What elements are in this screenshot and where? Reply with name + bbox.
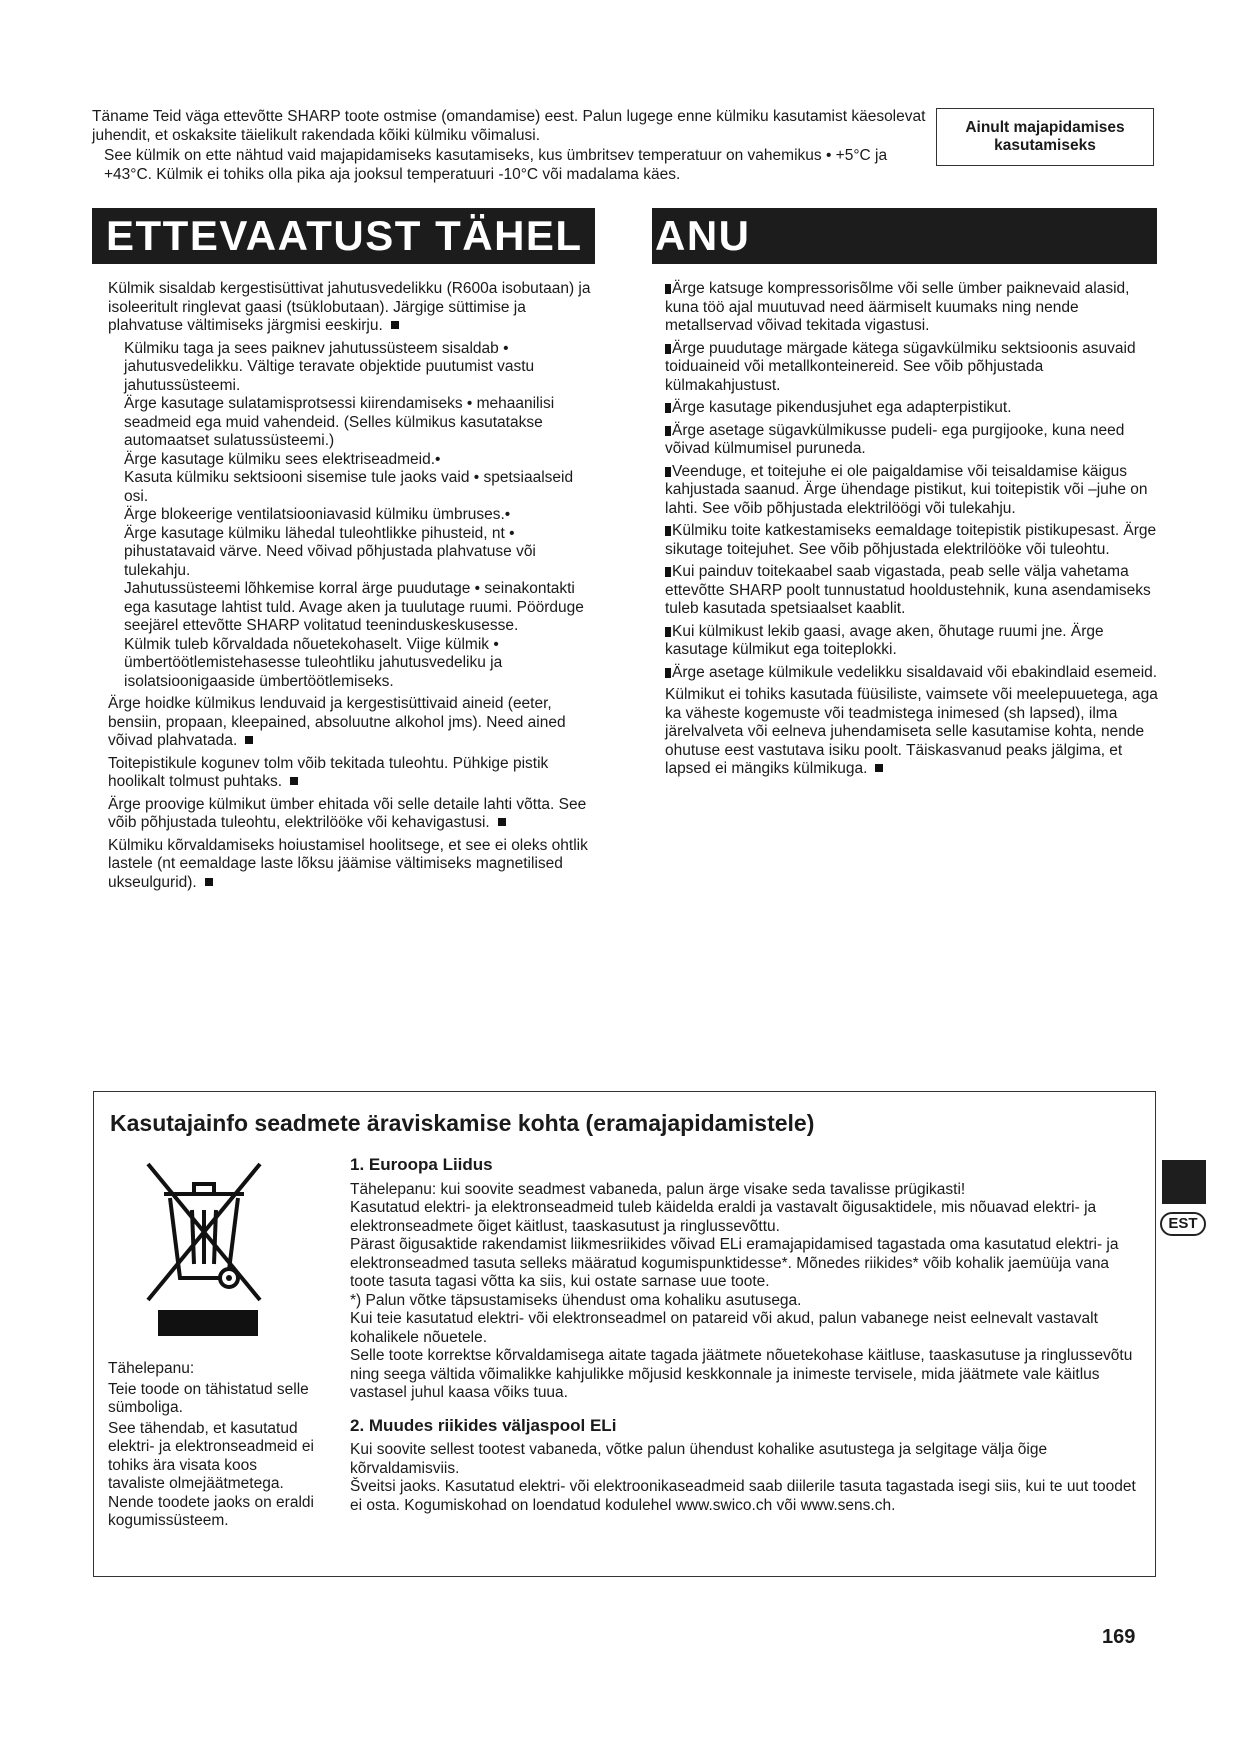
eu-heading: 1. Euroopa Liidus [350,1155,493,1174]
left-para-1: Külmik sisaldab kergestisüttivat jahutusvedelikku (R600a isobutaan) ja isoleeritult ringlevat gaasi (tsüklobutaan). Järgige süttimise ja plahvatuse vältimiseks järgmisi eeskirju. [108,280,591,334]
left-sub-8: Külmik tuleb kõrvaldada nõuetekohaselt. Viige külmik • ümbertöötlemistehasesse tuleohtliku jahutusvedeliku ja isolatsioonigaaside ümbertöötlemiseks. [124,635,503,690]
left-column [108,280,598,896]
eu-para-3: Pärast õigusaktide rakendamist liikmesriikides võivad ELi eramajapidamised tagastada oma kasutatud elektri- ja elektronseadmed tasuta selleks määratud kogumispunktidesse*. Mõnedes riikides* võib kohalik jaemüüja vana toote tasuta tagasi võtta ka siis, kui ostate sarnase uue toote. [350,1236,1119,1290]
eu-para-6: Selle toote korrektse kõrvaldamisega aitate tagada jäätmete nõuetekohase käitluse, taaskasutuse ja ringlussevõtu ning seega vältida võimalikke kahjulikke mõjusid keskkonnale ja inimeste tervisele, mida jäätmete vale käitlus vastasel juhul kaasa võiks tuua. [350,1347,1133,1401]
household-use-badge [936,108,1154,166]
bullet-square-icon [665,567,671,577]
right-para-2: Ärge puudutage märgade kätega sügavkülmiku sektsioonis asuvaid toiduaineid või metallkonteinereid. See võib põhjustada külmakahjustust. [665,339,1136,394]
eu-para-1: Tähelepanu: kui soovite seadmest vabaneda, palun ärge visake seda tavalisse prügikasti! [350,1180,966,1198]
intro-line-2: See külmik on ette nähtud vaid majapidamiseks kasutamiseks, kus ümbritsev temperatuur on vahemikus • +5°C ja +43°C. Külmik ei tohiks olla pika aja jooksul temperatuuri -10°C või madalama käes. [104,147,888,183]
note-heading: Tähelepanu: [108,1360,195,1377]
bullet-square-icon [665,467,671,477]
bullet-square-icon [665,284,671,294]
eu-para-4: *) Palun võtke täpsustamiseks ühendust oma kohaliku asutusega. [350,1291,802,1309]
right-para-6: Külmiku toite katkestamiseks eemaldage toitepistik pistikupesast. Ärge sikutage toitejuhet. See võib põhjustada elektrilööke või tuleohtu. [665,522,1157,558]
right-para-1: Ärge katsuge kompressorisõlme või selle ümber paiknevaid alasid, kuna töö ajal muutuvad need äärmiselt kuumaks ning nende metallservad võivad tekitada vigastusi. [665,280,1130,334]
note-line-1: Teie toode on tähistatud selle sümboliga. [108,1380,309,1416]
left-sub-7: Jahutussüsteemi lõhkemise korral ärge puudutage • seinakontakti ega kasutage lahtist tuld. Avage aken ja tuulutage ruumi. Pöörduge seejärel ettevõtte SHARP volitatud teeninduskeskusesse. [124,580,584,634]
crossed-bin-icon [142,1160,266,1306]
weee-bar [158,1310,258,1336]
bullet-square-icon [665,344,671,354]
eu-para-2: Kasutatud elektri- ja elektronseadmeid tuleb käidelda eraldi ja vastavalt õigusaktidele, mis nõuavad elektri- ja elektronseadmete õiget käitlust, taaskasutust ja ringlussevõttu. [350,1199,1097,1235]
language-tab-block [1162,1160,1206,1204]
bullet-square-icon [391,321,399,329]
bullet-square-icon [665,426,671,436]
eu-para-5: Kui teie kasutatud elektri- või elektronseadmel on patareid või akud, palun vabanege neist eelnevalt vastavalt kohalikele nõuetele. [350,1310,1098,1346]
right-para-3: Ärge kasutage pikendusjuhet ega adapterpistikut. [665,399,1160,418]
bullet-square-icon [875,764,883,772]
warning-banner-right: ANU [652,208,1157,264]
left-para-5: Külmiku kõrvaldamiseks hoiustamisel hoolitsege, et see ei oleks ohtlik lastele (nt eemaldage laste lõksu jäämise vältimiseks magnetilised ukseulgurid). [108,836,588,891]
bullet-square-icon [665,627,671,637]
left-para-3: Toitepistikule kogunev tolm võib tekitada tuleohtu. Pühkige pistik hoolikalt tolmust puhtaks. [108,754,549,790]
intro-text [92,108,932,186]
bullet-square-icon [245,736,253,744]
page-number: 169 [1102,1626,1136,1648]
right-para-5: Veenduge, et toitejuhe ei ole paigaldamise või teisaldamise käigus kahjustada saanud. Ärge ühendage pistikut, kui toitepistik või –juhe on lahti. See võib põhjustada elektrilöögi või tulekahju. [665,462,1148,517]
disposal-text [350,1156,1140,1515]
bullet-square-icon [665,403,671,413]
left-sub-5: Ärge blokeerige ventilatsiooniavasid külmiku ümbruses.• [124,506,511,523]
other-heading: 2. Muudes riikides väljaspool ELi [350,1415,617,1435]
note-line-2: See tähendab, et kasutatud elektri- ja elektronseadmeid ei tohiks ära visata koos tavaliste olmejäätmetega. Nende toodete jaoks on eraldi kogumissüsteem. [108,1419,314,1529]
household-use-label: Ainult majapidamises kasutamiseks [965,119,1125,154]
language-badge: EST [1160,1212,1206,1236]
left-sub-4: Kasuta külmiku sektsiooni sisemise tule jaoks vaid • spetsiaalseid osi. [124,469,574,505]
bullet-square-icon [665,526,671,536]
left-sub-6: Ärge kasutage külmiku lähedal tuleohtlikke pihusteid, nt • pihustatavaid värve. Need võivad põhjustada plahvatuse või tulekahju. [124,524,536,579]
left-para-4: Ärge proovige külmikut ümber ehitada või selle detaile lahti võtta. See võib põhjustada tuleohtu, elektrilööke või kehavigastusi. [108,795,587,831]
bullet-square-icon [498,818,506,826]
left-para-2: Ärge hoidke külmikus lenduvaid ja kergestisüttivaid aineid (eeter, bensiin, propaan, kleepained, absoluutne alkohol jms). Need ained võivad plahvatada. [108,695,566,749]
warning-banner-left: ETTEVAATUST TÄHEL [92,208,595,264]
disposal-title: Kasutajainfo seadmete äraviskamise kohta (eramajapidamistele) [110,1110,815,1136]
intro-line-1: Täname Teid väga ettevõtte SHARP toote ostmise (omandamise) eest. Palun lugege enne külmiku kasutamist käesolevat juhendit, et oskaksite täielikult rakendada kõiki külmiku võimalusi. [92,108,926,144]
left-sub-3: Ärge kasutage külmiku sees elektriseadmeid.• [124,450,441,468]
other-para-2: Šveitsi jaoks. Kasutatud elektri- või elektroonikaseadmeid saab diilerile tasuta tagastada isegi siis, kui te uut toodet ei osta. Kogumiskohad on loendatud kodulehel www.swico.ch või www.sens.ch. [350,1478,1136,1514]
right-para-4: Ärge asetage sügavkülmikusse pudeli- ega purgijooke, kuna need võivad külmumisel puruneda. [665,421,1125,457]
left-sub-2: Ärge kasutage sulatamisprotsessi kiirendamiseks • mehaanilisi seadmeid ega muid vahendeid. (Selles külmikus kasutatakse automaatset sulatussüsteemi.) [124,395,555,449]
bullet-square-icon [290,777,298,785]
right-para-10: Külmikut ei tohiks kasutada füüsiliste, vaimsete või meelepuuetega, aga ka väheste kogemuste või teadmistega inimesed (sh lapsed), ilma järelvalveta või eelneva juhendamiseta selle kasutamise kohta, nende ohutuse eest vastutava isiku poolt. Täiskasvanud peaks jälgima, et lapsed ei mängiks külmikuga. [665,686,1158,777]
right-para-8: Kui külmikust lekib gaasi, avage aken, õhutage ruumi jne. Ärge kasutage külmikut ega toiteplokki. [665,622,1104,658]
other-para-1: Kui soovite sellest tootest vabaneda, võtke palun ühendust kohalike asutustega ja selgitage välja õige kõrvaldamisviis. [350,1441,1048,1477]
right-column [665,280,1160,783]
right-para-7: Kui painduv toitekaabel saab vigastada, peab selle välja vahetama ettevõtte SHARP poolt tunnustatud hooldustehnik, kuna asendamiseks tuleb kasutada spetsiaalset kaablit. [665,563,1151,617]
bullet-square-icon [665,668,671,678]
right-para-9: Ärge asetage külmikule vedelikku sisaldavaid või ebakindlaid esemeid. [665,664,1160,683]
left-sub-1: Külmiku taga ja sees paiknev jahutussüsteem sisaldab • jahutusvedelikku. Vältige teravate objektide puutumist vastu jahutussüsteemi. [124,339,535,394]
disposal-note [108,1360,318,1533]
bullet-square-icon [205,878,213,886]
